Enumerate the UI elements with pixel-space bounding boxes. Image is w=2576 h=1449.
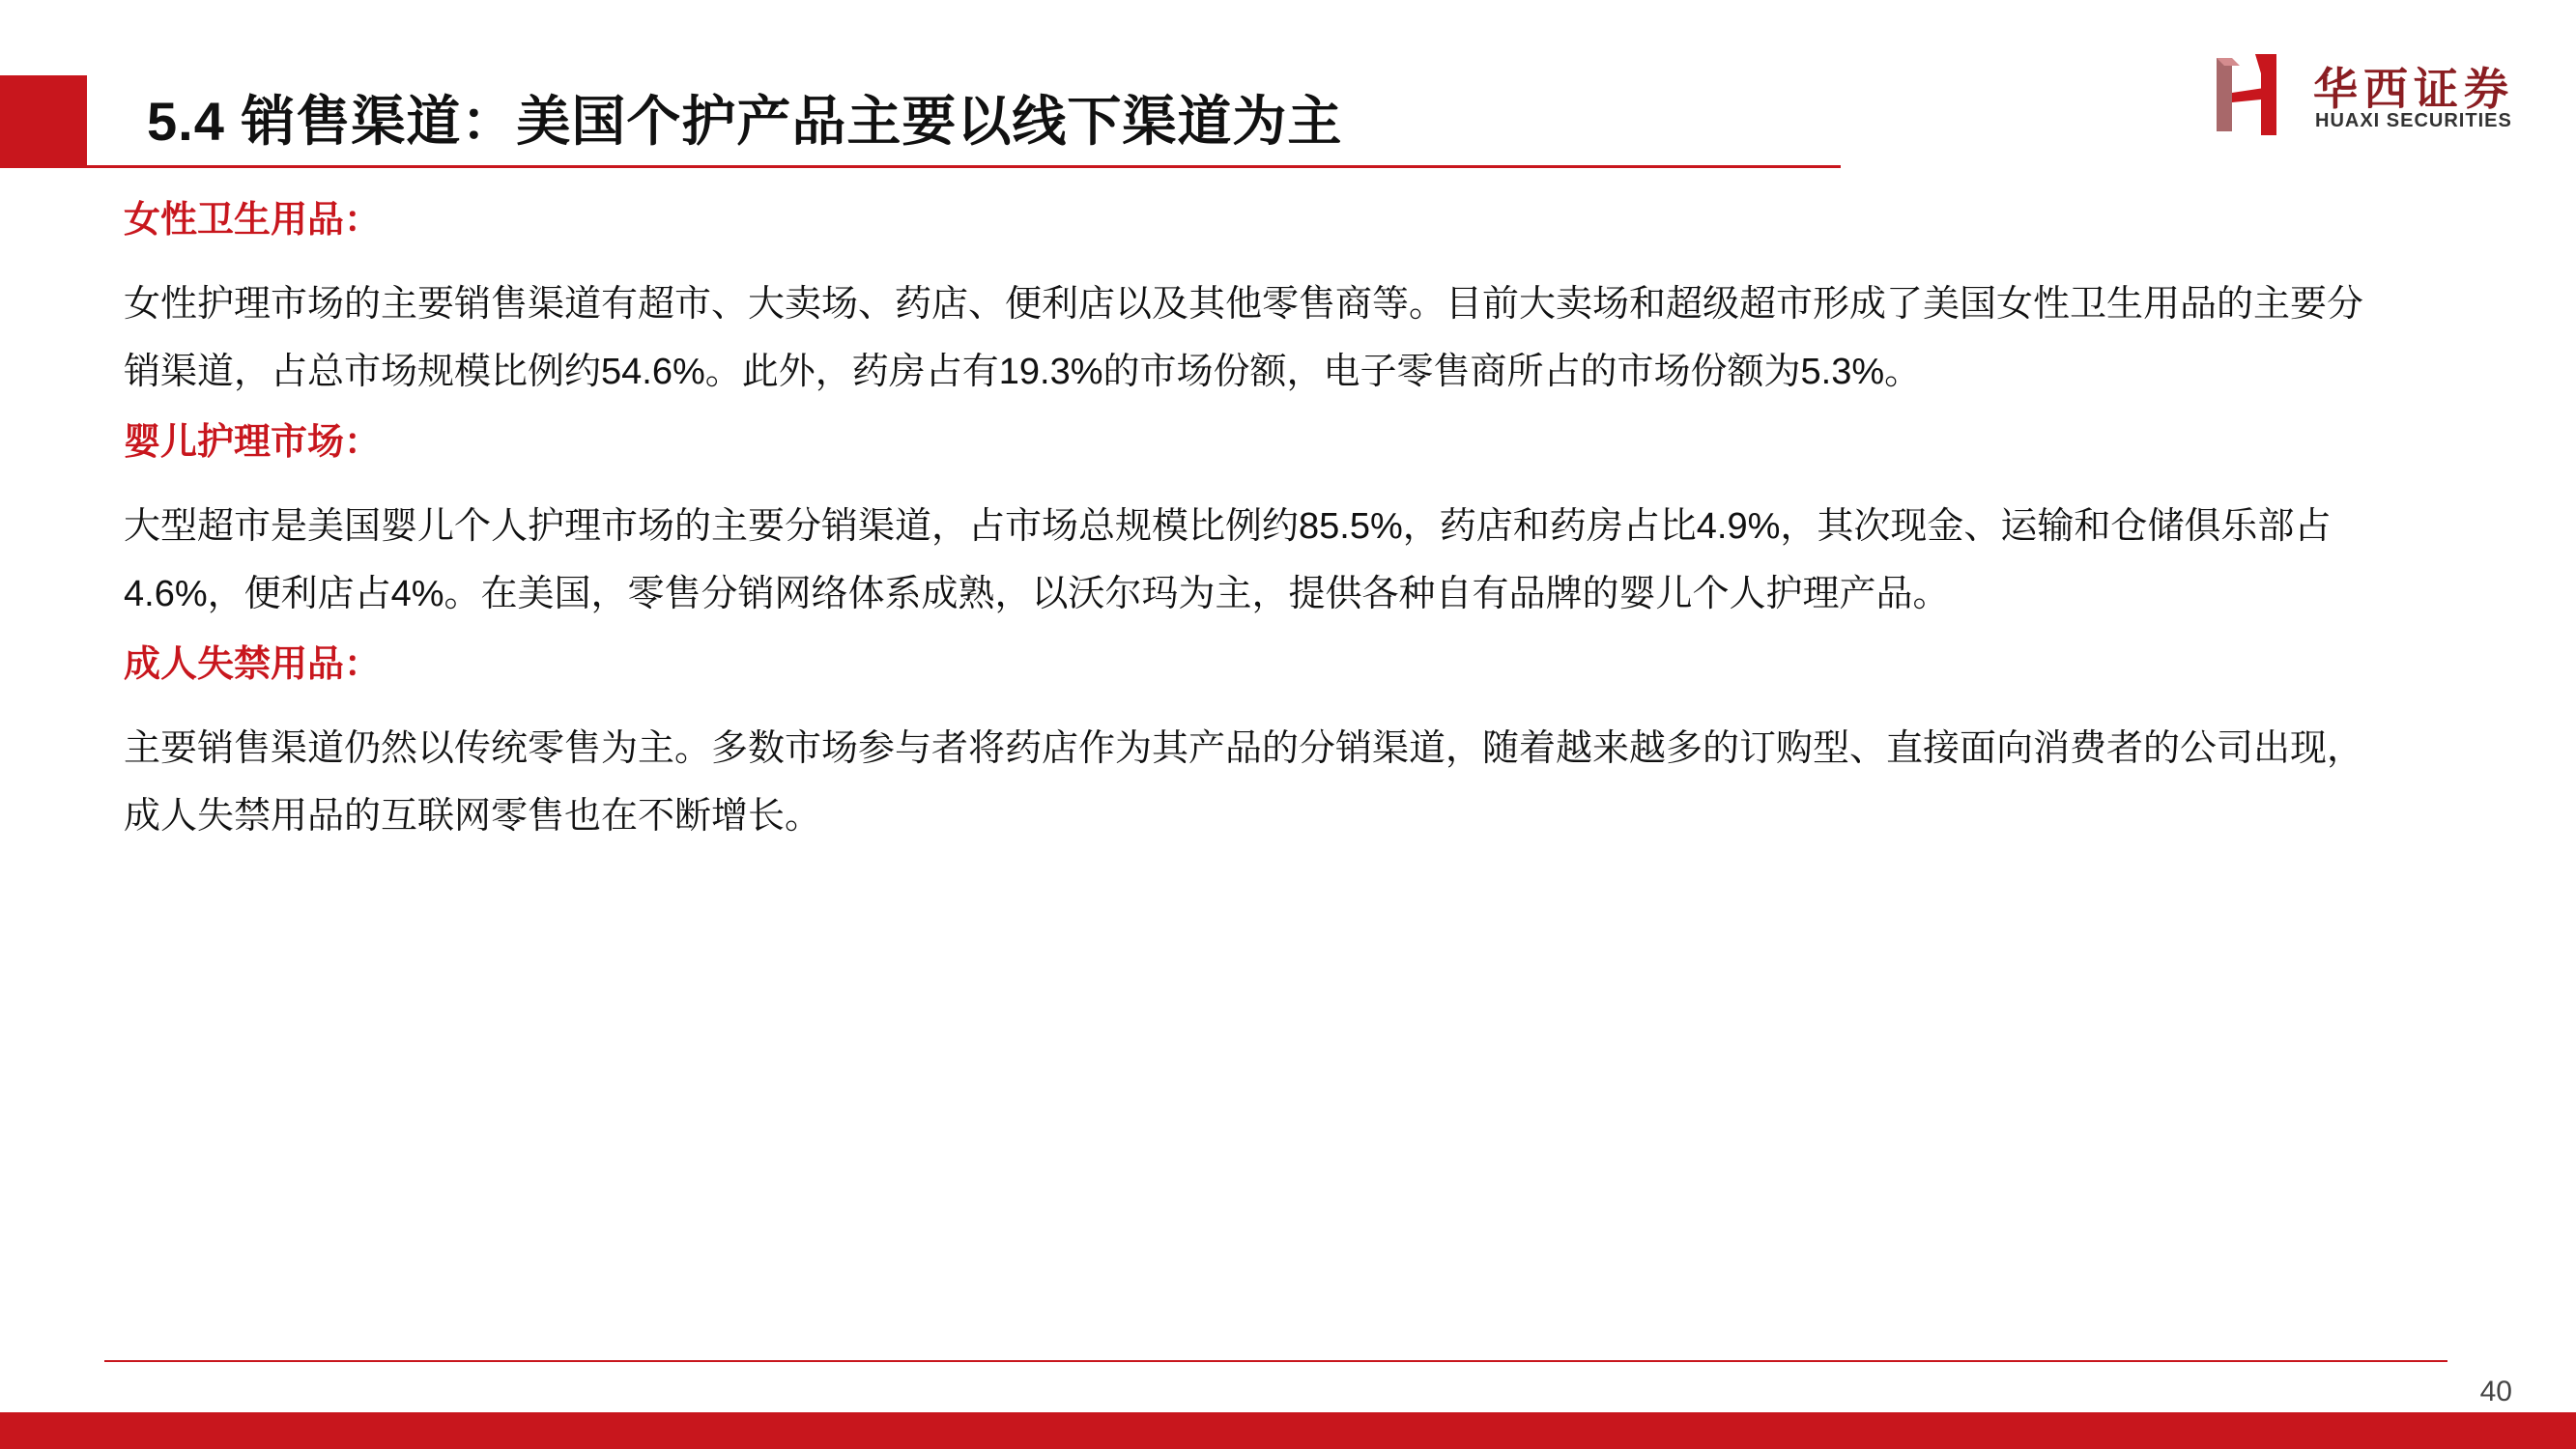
footer-divider bbox=[104, 1360, 2447, 1362]
section-body: 大型超市是美国婴儿个人护理市场的主要分销渠道，占市场总规模比例约85.5%，药店和药房占比4.9%，其次现金、运输和仓储俱乐部占4.6%，便利店占4%。在美国，零售分销网络体系成熟，以沃尔玛为主，提供各种自有品牌的婴儿个人护理产品。 bbox=[124, 506, 2332, 614]
section-adult-incontinence bbox=[124, 638, 2375, 850]
huaxi-h-logo-icon bbox=[2213, 54, 2290, 135]
section-baby-care bbox=[124, 415, 2375, 628]
page-title: 5.4 销售渠道：美国个护产品主要以线下渠道为主 bbox=[147, 91, 1343, 152]
logo-name-en: HUAXI SECURITIES bbox=[2315, 110, 2512, 131]
content-area bbox=[124, 193, 2375, 860]
section-body: 女性护理市场的主要销售渠道有超市、大卖场、药店、便利店以及其他零售商等。目前大卖场和超级超市形成了美国女性卫生用品的主要分销渠道，占总市场规模比例约54.6%。此外，药房占有19.3%的市场份额，电子零售商所占的市场份额为5.3%。 bbox=[124, 284, 2364, 392]
huaxi-securities-logo bbox=[2213, 50, 2532, 137]
title-accent-block bbox=[0, 75, 87, 168]
section-heading: 婴儿护理市场： bbox=[124, 422, 382, 463]
section-feminine-hygiene bbox=[124, 193, 2375, 406]
bottom-accent-bar bbox=[0, 1412, 2576, 1449]
title-underline bbox=[87, 165, 1841, 168]
page-number: 40 bbox=[2479, 1376, 2512, 1407]
logo-name-cn: 华西证券 bbox=[2313, 63, 2514, 115]
section-heading: 成人失禁用品： bbox=[124, 644, 382, 685]
section-heading: 女性卫生用品： bbox=[124, 200, 382, 241]
section-body: 主要销售渠道仍然以传统零售为主。多数市场参与者将药店作为其产品的分销渠道，随着越来越多的订购型、直接面向消费者的公司出现，成人失禁用品的互联网零售也在不断增长。 bbox=[124, 728, 2364, 837]
